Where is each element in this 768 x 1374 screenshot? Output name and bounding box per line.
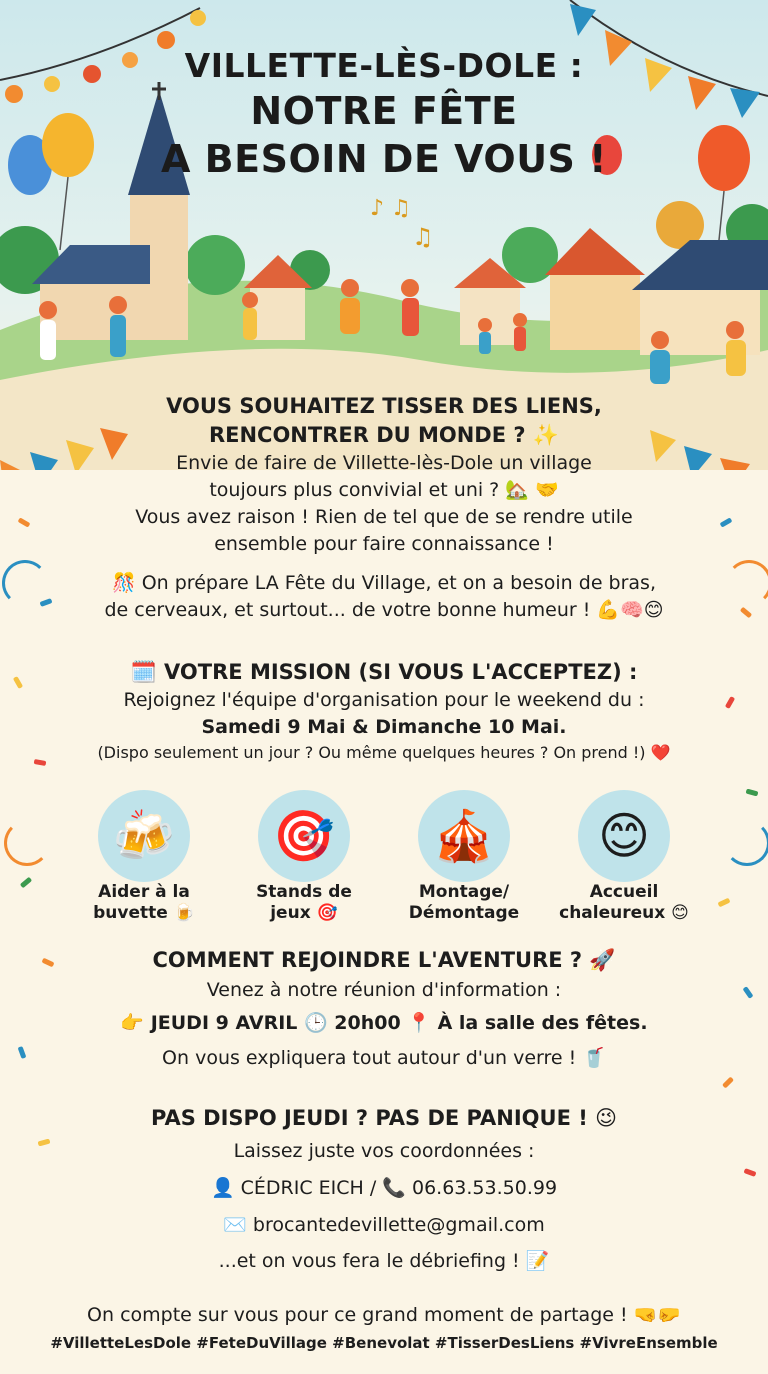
- title-line-3: A BESOIN DE VOUS !: [161, 137, 607, 181]
- intro-line-6: de cerveaux, et surtout... de votre bonne humeur ! 💪🧠😊: [104, 599, 664, 621]
- intro-line-1: Envie de faire de Villette-lès-Dole un village: [176, 452, 592, 474]
- intro-section: [0, 392, 768, 624]
- activity-label-line: Aider à la: [98, 882, 190, 902]
- join-section: [0, 946, 768, 1076]
- activity-label-accueil: [549, 882, 699, 924]
- unavailable-heading: PAS DISPO JEUDI ? PAS DE PANIQUE ! 😉: [150, 1106, 618, 1130]
- intro-line-4: ensemble pour faire connaissance !: [214, 533, 554, 555]
- intro-line-3: Vous avez raison ! Rien de tel que de se rendre utile: [135, 506, 633, 528]
- svg-text:♪ ♫: ♪ ♫: [370, 196, 411, 221]
- unavailable-section: [0, 1104, 768, 1279]
- unavailable-line-4: ...et on vous fera le débriefing ! 📝: [218, 1250, 550, 1272]
- mission-heading: 🗓️ VOTRE MISSION (SI VOUS L'ACCEPTEZ) :: [130, 660, 638, 684]
- title-line-2: NOTRE FÊTE: [250, 89, 518, 133]
- activity-label-line: Accueil: [589, 882, 659, 902]
- contact-name-phone: 👤 CÉDRIC EICH / 📞 06.63.53.50.99: [210, 1177, 558, 1199]
- title-line-1: VILLETTE-LÈS-DOLE :: [184, 46, 584, 85]
- intro-heading-line-2: RENCONTRER DU MONDE ? ✨: [208, 423, 560, 447]
- activity-label-line: Stands de: [256, 882, 352, 902]
- hashtags: #VilletteLesDole #FeteDuVillage #Benevolat #TisserDesLiens #VivreEnsemble: [50, 1334, 718, 1352]
- intro-heading-line-1: VOUS SOUHAITEZ TISSER DES LIENS,: [166, 394, 602, 418]
- mission-dates: Samedi 9 Mai & Dimanche 10 Mai.: [201, 716, 567, 738]
- activity-label-buvette: [69, 882, 219, 924]
- join-heading: COMMENT REJOINDRE L'AVENTURE ? 🚀: [152, 948, 616, 972]
- intro-line-5: 🎊 On prépare LA Fête du Village, et on a besoin de bras,: [112, 572, 656, 594]
- activity-label-stands: [229, 882, 379, 924]
- activity-label-montage: [389, 882, 539, 924]
- activity-label-line: chaleureux 😊: [559, 903, 689, 923]
- mission-note: (Dispo seulement un jour ? Ou même quelques heures ? On prend !) ❤️: [97, 743, 671, 762]
- target-icon: 🎯: [258, 790, 350, 882]
- activity-label-line: Montage/: [418, 882, 510, 902]
- svg-text:♫: ♫: [412, 223, 434, 251]
- smiley-icon: 😊: [578, 790, 670, 882]
- intro-line-2: toujours plus convivial et uni ? 🏡 🤝: [209, 479, 559, 501]
- contact-email: ✉️ brocantedevillette@gmail.com: [223, 1214, 545, 1236]
- beer-mugs-icon: 🍻: [98, 790, 190, 882]
- activity-label-line: buvette 🍺: [93, 903, 195, 923]
- join-meeting-details: 👉 JEUDI 9 AVRIL 🕒 20h00 📍 À la salle des fêtes.: [120, 1012, 648, 1034]
- poster-title: [0, 44, 768, 183]
- circus-tent-icon: 🎪: [418, 790, 510, 882]
- footer-line-1: On compte sur vous pour ce grand moment de partage ! 🤜🤛: [87, 1304, 681, 1326]
- mission-line-1: Rejoignez l'équipe d'organisation pour le weekend du :: [123, 689, 645, 711]
- footer: [0, 1302, 768, 1357]
- join-line-3: On vous expliquera tout autour d'un verre ! 🥤: [162, 1047, 606, 1069]
- activity-label-line: jeux 🎯: [270, 903, 338, 923]
- mission-section: [0, 658, 768, 765]
- join-line-1: Venez à notre réunion d'information :: [206, 979, 562, 1001]
- activity-label-line: Démontage: [408, 903, 520, 923]
- unavailable-line-1: Laissez juste vos coordonnées :: [233, 1140, 535, 1162]
